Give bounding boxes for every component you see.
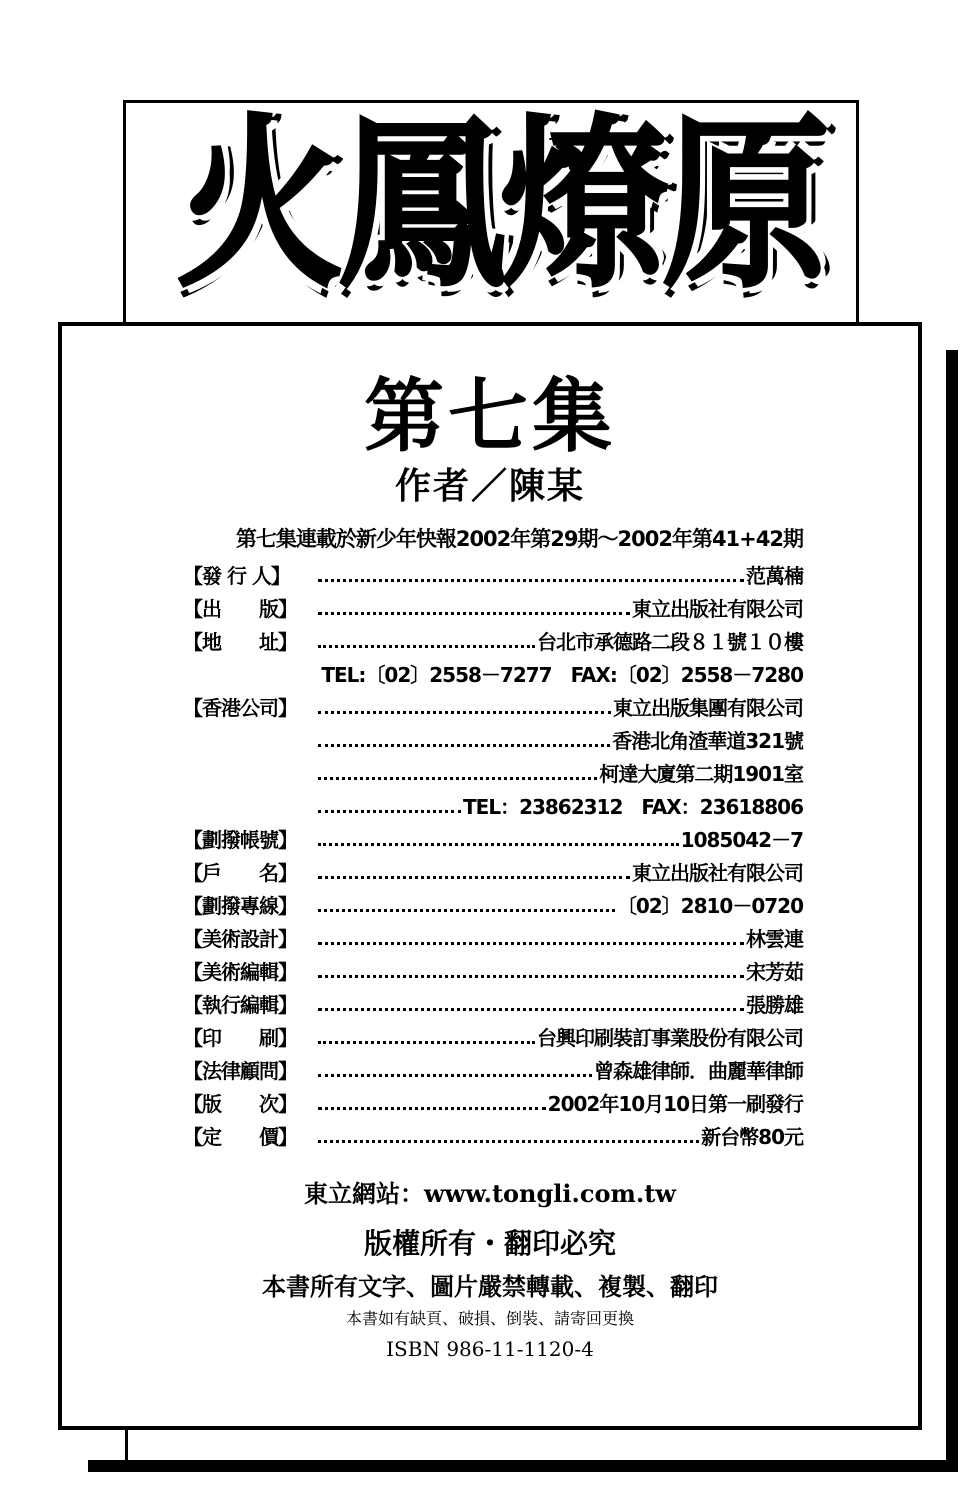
- credit-value: TEL:〔02〕2558－7277 FAX:〔02〕2558－7280: [321, 663, 803, 687]
- credit-value: 宋芳茹: [746, 960, 803, 984]
- credit-value: 東立出版社有限公司: [632, 597, 803, 621]
- dot-leader: [318, 612, 630, 615]
- dot-leader: [318, 579, 744, 582]
- credit-row: [183, 754, 803, 787]
- credit-row: [183, 655, 803, 688]
- credit-row: [183, 589, 803, 622]
- credit-label: 【出 版】: [183, 597, 297, 621]
- volume-number: 第七集: [364, 369, 616, 463]
- dot-leader: [318, 645, 535, 648]
- reproduction-notice: 本書所有文字、圖片嚴禁轉載、複製、翻印: [262, 1272, 718, 1301]
- credit-row: [183, 820, 803, 853]
- credit-row: [183, 1018, 803, 1051]
- credit-value: 香港北角渣華道321號: [612, 729, 803, 753]
- dot-leader: [318, 810, 461, 813]
- credit-label: 【戶 名】: [183, 861, 297, 885]
- website-url[interactable]: www.tongli.com.tw: [424, 1179, 676, 1208]
- dot-leader: [318, 1041, 535, 1044]
- website-label: 東立網站：: [304, 1180, 425, 1208]
- credit-label: 【印 刷】: [183, 1026, 297, 1050]
- credit-label: 【版 次】: [183, 1092, 297, 1116]
- credit-row: [183, 556, 803, 589]
- credit-label: 【執行編輯】: [183, 993, 297, 1017]
- credit-label: 【香港公司】: [183, 696, 297, 720]
- credit-value: 2002年10月10日第一刷發行: [547, 1092, 803, 1116]
- dot-leader: [318, 744, 610, 747]
- dot-leader: [318, 1074, 592, 1077]
- credit-value: 台興印刷裝訂事業股份有限公司: [537, 1026, 803, 1050]
- credit-value: 林雲連: [746, 927, 803, 951]
- credit-label: 【地 址】: [183, 630, 297, 654]
- credit-label: 【發 行 人】: [183, 564, 290, 588]
- credit-value: 曾森雄律師．曲麗華律師: [594, 1059, 803, 1083]
- dot-leader: [318, 975, 744, 978]
- credit-row: [183, 1051, 803, 1084]
- credit-value: 〔02〕2810－0720: [616, 894, 803, 918]
- credit-row: [183, 1117, 803, 1150]
- credit-row: [183, 721, 803, 754]
- credit-value: 東立出版社有限公司: [632, 861, 803, 885]
- credit-row: [183, 787, 803, 820]
- credit-row: [183, 622, 803, 655]
- website: [0, 1174, 980, 1209]
- serialization-note: 第七集連載於新少年快報2002年第29期～2002年第41+42期: [235, 527, 803, 551]
- credit-value: 新台幣80元: [701, 1125, 803, 1149]
- series-title-logo: 火鳳燎原: [176, 97, 824, 313]
- dot-leader: [318, 843, 679, 846]
- replacement-notice: 本書如有缺頁、破損、倒裝、請寄回更換: [345, 1309, 634, 1328]
- credit-value: 柯達大廈第二期1901室: [599, 762, 803, 786]
- credit-label: 【劃撥帳號】: [183, 828, 297, 852]
- dot-leader: [318, 909, 615, 912]
- credit-label: 【法律顧問】: [183, 1059, 297, 1083]
- dot-leader: [318, 876, 630, 879]
- credit-label: 【定 價】: [183, 1125, 297, 1149]
- credit-row: [183, 886, 803, 919]
- credit-row: [183, 1084, 803, 1117]
- credit-value: 范萬楠: [746, 564, 803, 588]
- dot-leader: [318, 711, 611, 714]
- dot-leader: [318, 1140, 699, 1143]
- credit-value: 東立出版集團有限公司: [613, 696, 803, 720]
- bottom-frame: [125, 1425, 949, 1468]
- copyright-notice: 版權所有・翻印必究: [363, 1227, 616, 1260]
- credit-row: [183, 985, 803, 1018]
- dot-leader: [318, 1107, 546, 1110]
- credits-list: [183, 556, 803, 1150]
- credit-label: 【美術編輯】: [183, 960, 297, 984]
- isbn: ISBN 986-11-1120-4: [386, 1337, 594, 1361]
- credit-value: 台北市承德路二段８１號１０樓: [537, 630, 803, 654]
- dot-leader: [318, 942, 744, 945]
- credit-row: [183, 919, 803, 952]
- credit-row: [183, 952, 803, 985]
- author: 作者／陳某: [394, 465, 585, 507]
- dot-leader: [318, 1008, 744, 1011]
- credit-value: TEL：23862312 FAX：23618806: [463, 795, 803, 819]
- credit-label: 【劃撥專線】: [183, 894, 297, 918]
- credit-value: 張勝雄: [746, 993, 803, 1017]
- credit-row: [183, 853, 803, 886]
- credit-value: 1085042－7: [680, 828, 803, 852]
- dot-leader: [318, 777, 597, 780]
- credit-row: [183, 688, 803, 721]
- credit-label: 【美術設計】: [183, 927, 297, 951]
